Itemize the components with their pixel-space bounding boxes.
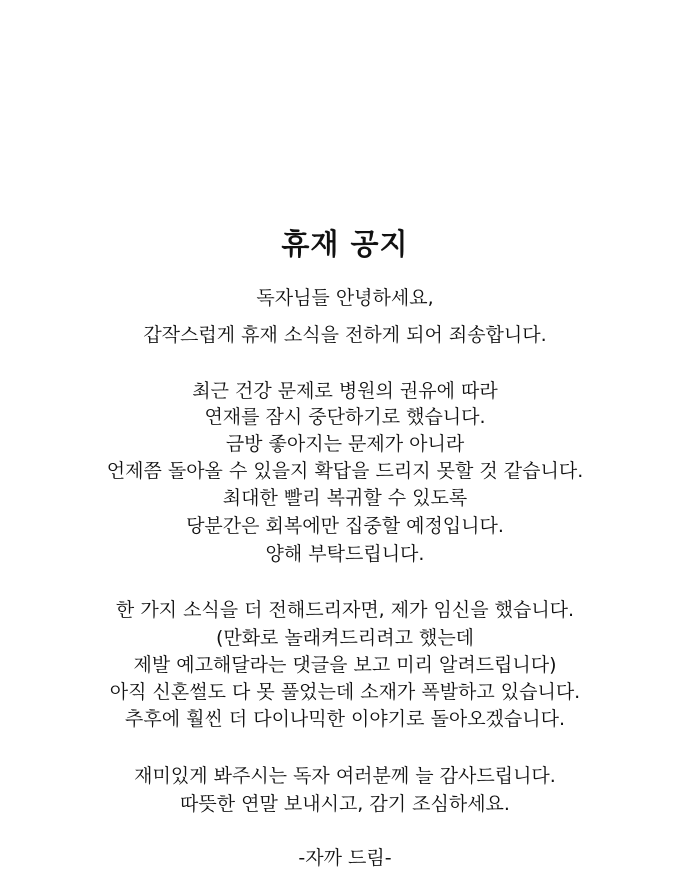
thanks-line-2: 따뜻한 연말 보내시고, 감기 조심하세요. <box>180 793 510 815</box>
reason-line-2: 연재를 잠시 중단하기로 했습니다. <box>204 406 486 428</box>
news-line-1: 한 가지 소식을 더 전해드리자면, 제가 임신을 했습니다. <box>115 599 575 621</box>
thanks-line-1: 재미있게 봐주시는 독자 여러분께 늘 감사드립니다. <box>134 765 556 787</box>
notice-title: 휴재 공지 <box>281 227 409 261</box>
news-line-5: 추후에 훨씬 더 다이나믹한 이야기로 돌아오겠습니다. <box>124 708 566 730</box>
greeting-line-2: 갑작스럽게 휴재 소식을 전하게 되어 죄송합니다. <box>143 324 547 346</box>
greeting-line-1: 독자님들 안녕하세요, <box>256 287 434 309</box>
reason-line-6: 당분간은 회복에만 집중할 예정입니다. <box>186 515 504 537</box>
news-line-4: 아직 신혼썰도 다 못 풀었는데 소재가 폭발하고 있습니다. <box>109 681 581 703</box>
reason-line-1: 최근 건강 문제로 병원의 권유에 따라 <box>192 380 498 402</box>
reason-line-4: 언제쯤 돌아올 수 있을지 확답을 드리지 못할 것 같습니다. <box>106 460 584 482</box>
signature: -자까 드림- <box>298 847 392 869</box>
reason-line-3: 금방 좋아지는 문제가 아니라 <box>225 433 465 455</box>
news-line-3: 제발 예고해달라는 댓글을 보고 미리 알려드립니다) <box>133 654 557 676</box>
reason-line-7: 양해 부탁드립니다. <box>265 543 425 565</box>
reason-line-5: 최대한 빨리 복귀할 수 있도록 <box>222 487 468 509</box>
news-line-2: (만화로 놀래켜드리려고 했는데 <box>215 627 475 649</box>
